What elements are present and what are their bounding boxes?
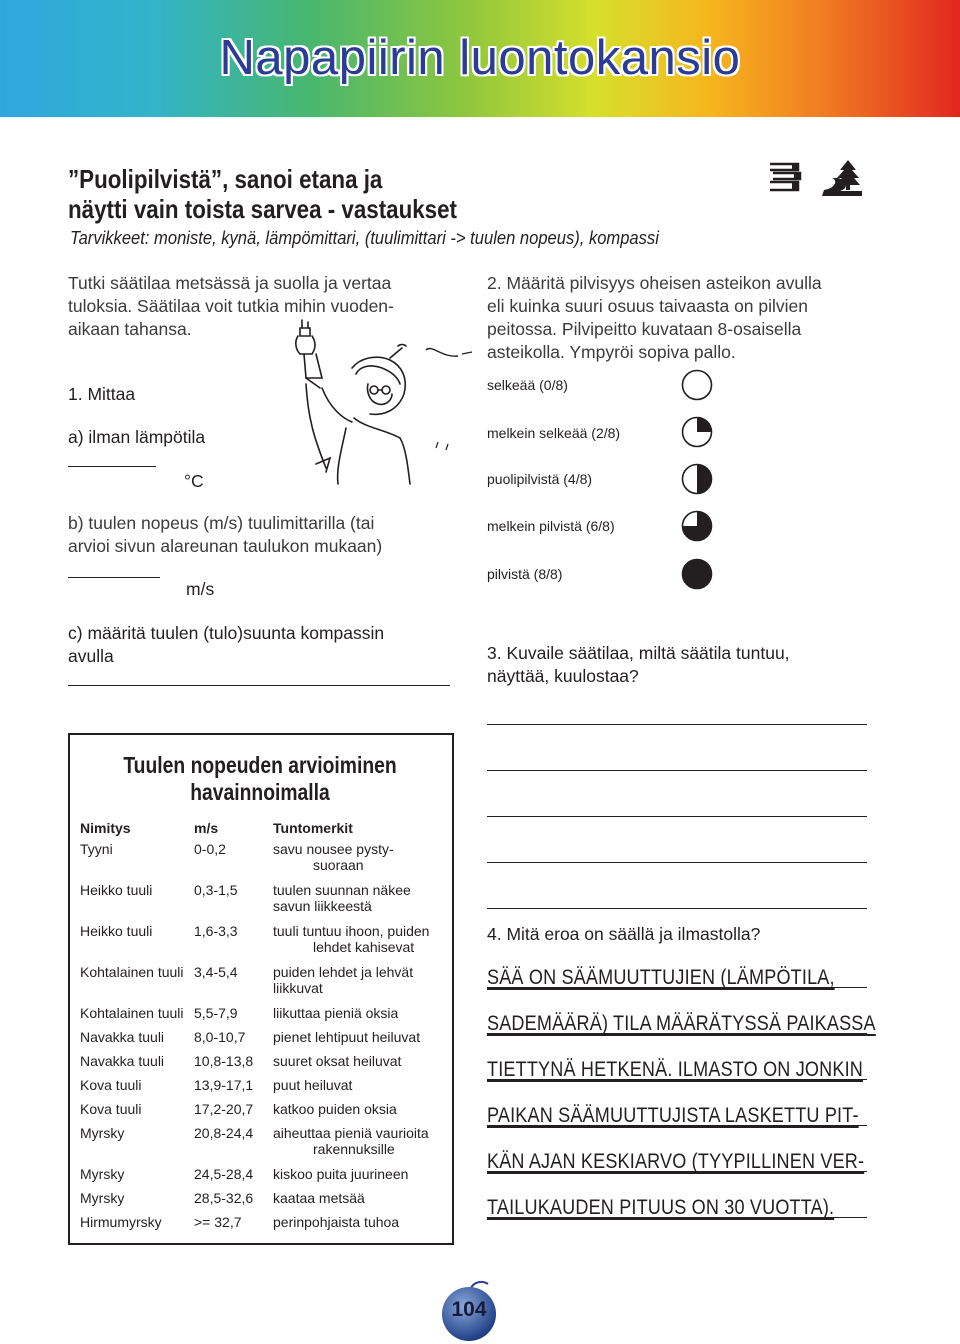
wind-speed-cell: 3,4-5,4 xyxy=(194,964,238,980)
table-row xyxy=(80,923,453,964)
q1-title: 1. Mittaa xyxy=(68,384,136,404)
wind-name-cell: Kova tuuli xyxy=(80,1101,142,1117)
wind-description-line: suoraan xyxy=(313,857,364,873)
wind-speed-cell: 24,5-28,4 xyxy=(194,1166,254,1182)
wind-name-cell: Kohtalainen tuuli xyxy=(80,964,184,980)
cloud-label-0: selkeää (0/8) xyxy=(487,377,568,393)
wind-description-cell xyxy=(273,1053,453,1077)
table-row xyxy=(80,1166,453,1190)
wind-speed-cell: 13,9-17,1 xyxy=(194,1077,254,1093)
wind-name-cell: Myrsky xyxy=(80,1190,125,1206)
column-header: Nimitys xyxy=(80,819,131,836)
temperature-answer-line[interactable] xyxy=(68,466,156,467)
wind-name-cell: Myrsky xyxy=(80,1125,125,1141)
wind-speed-cell: 5,5-7,9 xyxy=(194,1005,238,1021)
q3-answer-line[interactable] xyxy=(487,724,867,725)
cloud-label-4: puolipilvistä (4/8) xyxy=(487,471,593,487)
wind-description-cell xyxy=(273,1029,453,1053)
wind-description-cell xyxy=(273,964,453,1005)
wind-description-line: liikuttaa pieniä oksia xyxy=(273,1005,399,1021)
wind-name-cell: Heikko tuuli xyxy=(80,923,153,939)
page-number: 104 xyxy=(451,1298,487,1321)
q3-text xyxy=(487,642,790,688)
wind-name-cell: Kohtalainen tuuli xyxy=(80,1005,184,1021)
books-icon xyxy=(768,160,802,194)
book-title: Napapiirin luontokansio xyxy=(219,31,741,85)
q2-line: peitossa. Pilvipeitto kuvataan 8-osaisella xyxy=(487,319,802,339)
table-row xyxy=(80,1214,453,1238)
supplies-text: Tarvikkeet: moniste, kynä, lämpömittari, (tuulimittari -> tuulen nopeus), kompassi xyxy=(70,228,659,248)
cloud-label-8: pilvistä (8/8) xyxy=(487,566,563,582)
wind-name-cell: Myrsky xyxy=(80,1166,125,1182)
table-row xyxy=(80,1053,453,1077)
intro-line: Tutki säätilaa metsässä ja suolla ja vertaa xyxy=(68,273,392,293)
wind-description-cell xyxy=(273,1190,453,1214)
q2-line: eli kuinka suuri osuus taivaasta on pilvien xyxy=(487,296,809,316)
wind-description-line: pienet lehtipuut heiluvat xyxy=(273,1029,421,1045)
wind-description-cell xyxy=(273,1101,453,1125)
q4-question: 4. Mitä eroa on säällä ja ilmastolla? xyxy=(487,924,761,944)
wind-description-cell xyxy=(273,1125,453,1166)
wind-description-line: katkoo puiden oksia xyxy=(273,1101,397,1117)
wind-name-cell: Kova tuuli xyxy=(80,1077,142,1093)
wind-speed-cell: 10,8-13,8 xyxy=(194,1053,254,1069)
q4-answer-line: KÄN AJAN KESKIARVO (TYYPILLINEN VER- xyxy=(487,1150,865,1173)
cloud-label-2: melkein selkeää (2/8) xyxy=(487,425,621,441)
cloud-cover-scale xyxy=(678,366,718,596)
wind-table-title-line: havainnoimalla xyxy=(190,779,330,805)
column-header: Tuntomerkit xyxy=(273,819,353,836)
q2-text xyxy=(487,272,822,364)
q1-a-label: a) ilman lämpötila xyxy=(68,427,206,447)
celsius-unit: °C xyxy=(184,471,204,491)
wind-description-line: savu nousee pysty- xyxy=(273,841,394,857)
wind-description-line: puut heiluvat xyxy=(273,1077,353,1093)
q4-answer-line: PAIKAN SÄÄMUUTTUJISTA LASKETTU PIT- xyxy=(487,1104,859,1127)
q3-answer-line[interactable] xyxy=(487,862,867,863)
wind-name-cell: Heikko tuuli xyxy=(80,882,153,898)
wind-speed-cell: 1,6-3,3 xyxy=(194,923,238,939)
wind-description-line: puiden lehdet ja lehvät xyxy=(273,964,414,980)
table-row xyxy=(80,1125,453,1166)
wind-description-cell xyxy=(273,1005,453,1029)
wind-description-cell xyxy=(273,923,453,964)
wind-table xyxy=(80,814,453,1238)
wind-description-cell xyxy=(273,882,453,923)
wind-name-cell: Navakka tuuli xyxy=(80,1029,165,1045)
q1-b-line: b) tuulen nopeus (m/s) tuulimittarilla (tai xyxy=(68,513,375,533)
intro-line: tuloksia. Säätilaa voit tutkia mihin vuoden- xyxy=(68,296,394,316)
wind-speed-cell: >= 32,7 xyxy=(194,1214,242,1230)
wind-description-cell xyxy=(273,1077,453,1101)
wind-description-cell xyxy=(273,841,453,882)
wind-speed-cell: 17,2-20,7 xyxy=(194,1101,254,1117)
tree-path-icon xyxy=(820,158,864,198)
intro-line: aikaan tahansa. xyxy=(68,319,192,339)
wind-speed-cell: 0-0,2 xyxy=(194,841,226,857)
table-row xyxy=(80,841,453,882)
wind-speed-cell: 28,5-32,6 xyxy=(194,1190,254,1206)
wind-description-line: kaataa metsää xyxy=(273,1190,365,1206)
wind-description-line: suuret oksat heiluvat xyxy=(273,1053,402,1069)
q1-c-line: c) määritä tuulen (tulo)suunta kompassin xyxy=(68,623,385,643)
ms-unit: m/s xyxy=(186,579,215,599)
wind-description-cell xyxy=(273,1214,453,1238)
q1-c-line: avulla xyxy=(68,646,114,666)
wind-table-grid xyxy=(80,814,453,1238)
table-row xyxy=(80,1101,453,1125)
cloud-cover-circle-8[interactable] xyxy=(683,560,712,589)
wind-name-cell: Navakka tuuli xyxy=(80,1053,165,1069)
wind-description-cell xyxy=(273,1166,453,1190)
q3-answer-line[interactable] xyxy=(487,908,867,909)
wind-speed-cell: 20,8-24,4 xyxy=(194,1125,254,1141)
wind-description-line: rakennuksille xyxy=(313,1141,395,1157)
q2-line: 2. Määritä pilvisyys oheisen asteikon avulla xyxy=(487,273,822,293)
heading-line-2: näytti vain toista sarvea - vastaukset xyxy=(68,194,458,224)
q4-answer-line: TAILUKAUDEN PITUUS ON 30 VUOTTA). xyxy=(487,1196,835,1219)
q2-line: asteikolla. Ympyröi sopiva pallo. xyxy=(487,342,736,362)
q3-line: näyttää, kuulostaa? xyxy=(487,666,639,686)
wind-speed-cell: 8,0-10,7 xyxy=(194,1029,246,1045)
table-row xyxy=(80,1005,453,1029)
wind-description-line: perinpohjaista tuhoa xyxy=(273,1214,400,1230)
table-row xyxy=(80,1077,453,1101)
wind-description-line: tuulen suunnan näkee xyxy=(273,882,411,898)
cloud-label-6: melkein pilvistä (6/8) xyxy=(487,518,615,534)
wind-description-line: lehdet kahisevat xyxy=(313,939,415,955)
heading-line-1: ”Puolipilvistä”, sanoi etana ja xyxy=(68,164,383,194)
wind-direction-answer-line[interactable] xyxy=(68,685,450,686)
wind-table-title xyxy=(70,752,450,806)
wind-name-cell: Tyyni xyxy=(80,841,113,857)
wind-speed-cell: 0,3-1,5 xyxy=(194,882,238,898)
table-row xyxy=(80,1029,453,1053)
q4-underline-group xyxy=(487,987,876,1217)
q1-c-label xyxy=(68,622,384,668)
q1-b-label xyxy=(68,512,382,558)
q3-line: 3. Kuvaile säätilaa, miltä säätila tuntuu, xyxy=(487,643,790,663)
q4-answer-line: TIETTYNÄ HETKENÄ. ILMASTO ON JONKIN xyxy=(487,1058,863,1081)
wind-name-cell: Hirmumyrsky xyxy=(80,1214,162,1230)
table-row xyxy=(80,882,453,923)
cloud-cover-fill xyxy=(697,465,712,494)
column-header: m/s xyxy=(194,819,219,836)
table-row xyxy=(80,964,453,1005)
cloud-cover-circle-0[interactable] xyxy=(683,371,712,400)
wind-description-line: aiheuttaa pieniä vaurioita xyxy=(273,1125,429,1141)
wind-description-line: liikkuvat xyxy=(273,980,323,996)
q3-answer-line[interactable] xyxy=(487,816,867,817)
person-thermometer-illustration xyxy=(286,318,476,488)
q4-answer-line: SADEMÄÄRÄ) TILA MÄÄRÄTYSSÄ PAIKASSA xyxy=(487,1012,876,1035)
wind-speed-answer-line[interactable] xyxy=(68,577,160,578)
table-row xyxy=(80,1190,453,1214)
q1-b-line: arvioi sivun alareunan taulukon mukaan) xyxy=(68,536,383,556)
q3-answer-line[interactable] xyxy=(487,770,867,771)
wind-description-line: kiskoo puita juurineen xyxy=(273,1166,409,1182)
wind-description-line: tuuli tuntuu ihoon, puiden xyxy=(273,923,430,939)
wind-table-title-line: Tuulen nopeuden arvioiminen xyxy=(123,752,397,778)
wind-description-line: savun liikkeestä xyxy=(273,898,372,914)
q4-answer-line: SÄÄ ON SÄÄMUUTTUJIEN (LÄMPÖTILA, xyxy=(487,966,835,989)
worksheet-heading xyxy=(68,164,768,224)
